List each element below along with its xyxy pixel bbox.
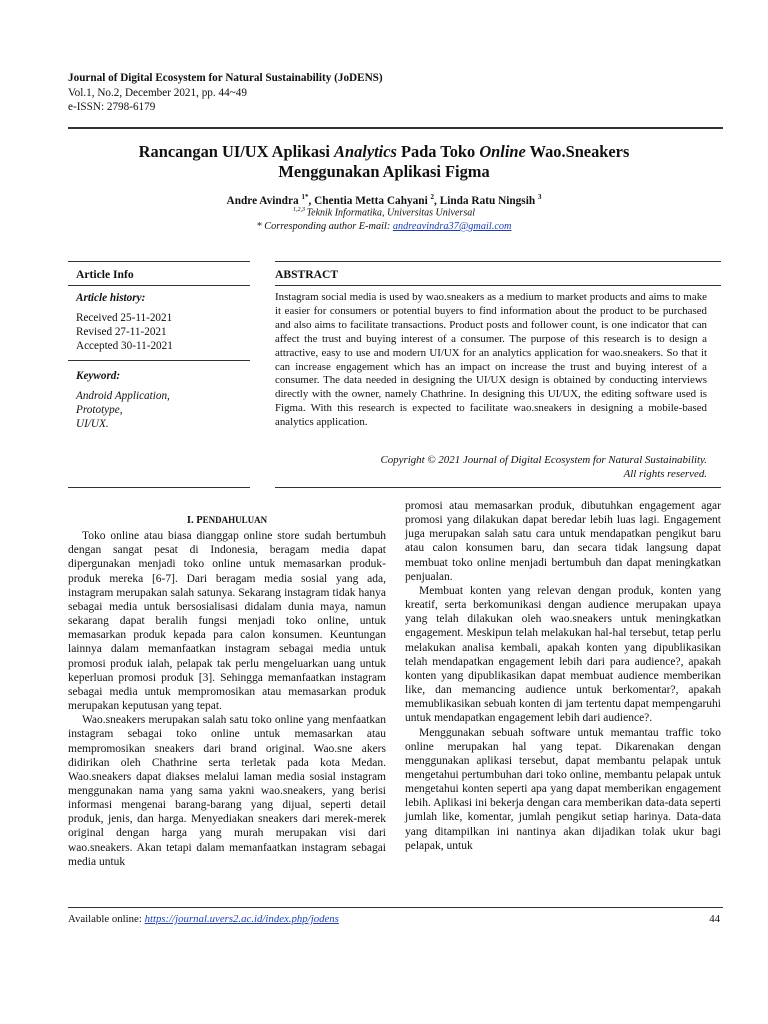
footer-available: Available online: https://journal.uvers2.ac.id/index.php/jodens [68, 913, 339, 925]
article-info-top-rule [68, 261, 250, 262]
revised-date: Revised 27-11-2021 [76, 326, 167, 338]
header-rule [68, 127, 723, 129]
abstract-top-rule [275, 261, 721, 262]
paragraph: Wao.sneakers merupakan salah satu toko online yang menfaatkan instagram sebagai toko online untuk memasarkan atau mempromosikan sneakers dari brand original. Wao.sne akers didirikan oleh Chathrine serta terletak pada kota Medan. Wao.sneakers dapat diakses melalui laman media sosial instagram menggunakan nama yang sama yakni wao.sneakers, yang berisi informasi mengenai barang-barang yang dijual, seperti detail produk, jenis, dan harga. Menyediakan sneakers dari merek-merek original dengan harga yang murah merupakan visi dari wao.sneakers. Akan tetapi dalam memanfaatkan instagram sebagai media untuk [68, 714, 386, 868]
article-info-bottom-rule [68, 487, 250, 488]
article-info-heading-rule [68, 285, 250, 286]
author-list: Andre Avindra $^{1*}$, Chentia Metta Cahyani $^2$, Linda Ratu Ningsih $^3$ [226, 193, 542, 207]
footer-rule [68, 907, 723, 908]
section-heading: I. PENDAHULUAN [186, 515, 268, 526]
paper-title: Rancangan UI/UX Aplikasi Analytics Pada Toko Online Wao.Sneakers Menggunakan Aplikasi Figma [138, 142, 630, 181]
abstract-bottom-rule [275, 487, 721, 488]
abstract-heading: ABSTRACT [275, 268, 339, 281]
keyword-1: Android Application, [76, 390, 170, 402]
paragraph: promosi atau memasarkan produk, dibutuhkan engagement agar promosi yang dilakukan dapat beredar lebih luas lagi. Engagement juga merupakan salah satu cara untuk mendapatkan pengikut baru atau calon konsumen baru, dan secara tidak langsung dapat membuat toko online menjadi bertumbuh dan dapat meningkatkan penjualan. [405, 500, 721, 583]
keyword-3: UI/UX. [76, 418, 109, 430]
article-history [76, 291, 173, 353]
corresponding-author: * Corresponding author E-mail: andreavindra37@gmail.com [256, 221, 512, 232]
received-date: Received 25-11-2021 [76, 312, 173, 324]
keywords [76, 369, 170, 431]
journal-header [68, 71, 383, 115]
abstract-heading-rule [275, 285, 721, 286]
article-history-label: Article history: [76, 292, 146, 304]
journal-issn: e-ISSN: 2798-6179 [68, 101, 156, 113]
page-number: 44 [709, 913, 720, 925]
journal-volume: Vol.1, No.2, December 2021, pp. 44~49 [68, 86, 247, 99]
journal-name: Journal of Digital Ecosystem for Natural Sustainability (JoDENS) [68, 72, 383, 84]
article-info-heading: Article Info [76, 268, 134, 281]
journal-url-link[interactable]: https://journal.uvers2.ac.id/index.php/jodens [144, 913, 339, 925]
author-email-link[interactable]: andreavindra37@gmail.com [392, 221, 512, 232]
body-right-column [405, 499, 721, 853]
paragraph: Toko online atau biasa dianggap online store sudah bertumbuh dengan sangat pesat di Indonesia, beragam media dapat dipergunakan menjadi toko online untuk memasarkan produk-produk mereka [6-7]. Dari beragam media sosial yang ada, instagram merupakan salah satunya. Sekarang instagram tidak hanya sebagai media untuk bersosialisasi didalam dunia maya, namun sekarang dapat beralih fungsi menjadi toko online, untuk memasarkan produk kepada para calon konsumen. Keuntungan lainnya dalam memanfaatkan instagram sebagai media untuk promosi produk ialah, pelapak tak perlu mengeluarkan uang untuk keperluan promosi produk [3]. Sehingga memanfaatkan instagram sebagai media untuk mempromosikan atau memasarkan produk merupakan keputusan yang tepat. [68, 530, 386, 713]
abstract-text: Instagram social media is used by wao.sneakers as a medium to market products and aims to make it easier for consumers or potential buyers to find information about the product to be purchased and also aims to facilitate transactions. Product posts and follower count, is one indicator that can affect the trust and buying interest of a consumer. The purpose of this research is to design a attractive, easy to use and modern UI/UX for an analytics application for wao.sneakers. So that it can increase engagement which has an impact on increase the trust and buying interest of a consumer. The data needed in designing the UI/UX design is obtained by conducting interviews directly with the owner, namely Chathrine. In designing this UI/UX, the editing software used is Figma. With this research is expected to facilitate wao.sneakers in designing a mobile-based analytics application. [275, 291, 707, 429]
keyword-2: Prototype, [76, 404, 123, 416]
body-left-column [68, 513, 386, 869]
accepted-date: Accepted 30-11-2021 [76, 340, 173, 352]
paragraph: Membuat konten yang relevan dengan produk, konten yang kreatif, serta berkomunikasi dengan audience merupakan upaya yang telah dilakukan oleh wao.sneakers untuk meningkatkan engagement. Meskipun telah melakukan hal-hal tersebut, tetap perlu melakukan analisa kembali, apakah konten yang dipublikasikan telah mendapatkan engagement lebih dari para audience?, apakah konten yang dipublikasikan dapat membuat audience memberikan like, dan memancing audience untuk berkomentar?, apakah memublikasikan sebuah konten di jam tertentu dapat mempengaruhi untuk mendapatkan engagement lebih dari audience?. [405, 584, 721, 725]
article-info-mid-rule [68, 360, 250, 361]
paragraph: Menggunakan sebuah software untuk memantau traffic toko online merupakan hal yang tepat. Dikarenakan dengan menggunakan aplikasi tersebut, dapat membantu pelapak untuk mengetahui pertumbuhan dari toko online, membantu pelapak untuk mengetahui konten seperti apa yang dapat memberikan engagement lebih. Aplikasi ini bekerja dengan cara memberikan data-data seperti jumlah like, komentar, jumlah pengikut setiap harinya. Data-data yang ditampilkan ini nantinya akan dijadikan tolak ukur bagi pelapak, untuk [405, 726, 721, 852]
affiliation: $^{1,2,3}$ Teknik Informatika, Universitas Universal [292, 207, 475, 219]
copyright: Copyright © 2021 Journal of Digital Ecosystem for Natural Sustainability. All rights reserved. [380, 454, 707, 480]
keyword-label: Keyword: [76, 370, 121, 382]
